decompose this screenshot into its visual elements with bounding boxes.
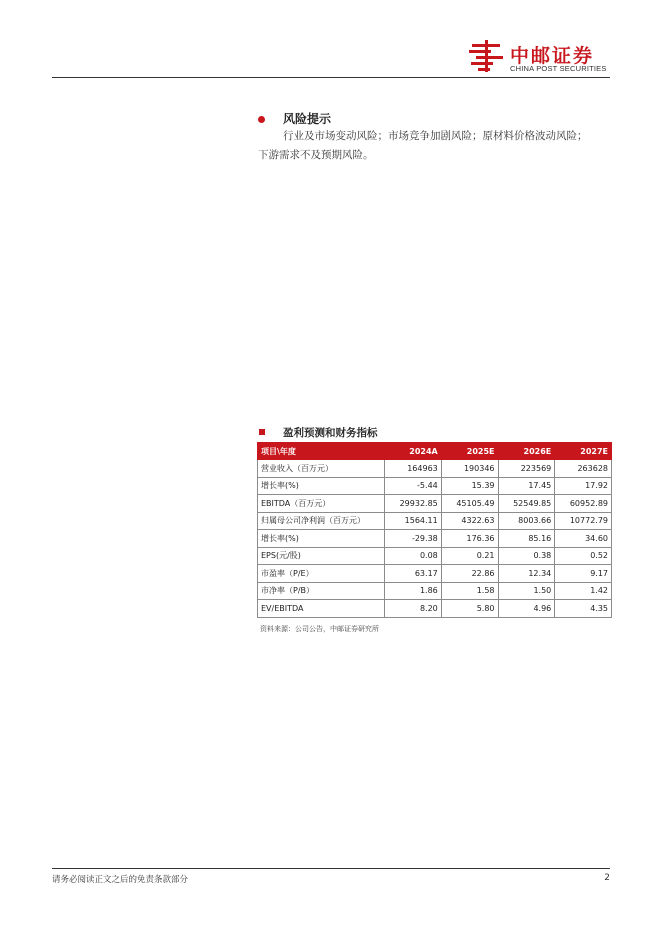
table-cell: 9.17 <box>555 565 612 583</box>
table-cell: 0.52 <box>555 547 612 565</box>
table-cell: 0.08 <box>385 547 442 565</box>
financial-forecast-table <box>257 442 612 618</box>
table-cell: 1.50 <box>498 582 555 600</box>
table-header-row <box>258 443 612 460</box>
table-row <box>258 600 612 618</box>
row-label: 营业收入（百万元） <box>258 460 385 478</box>
row-label: 市盈率（P/E） <box>258 565 385 583</box>
table-row <box>258 582 612 600</box>
table-cell: 1.58 <box>441 582 498 600</box>
table-cell: 12.34 <box>498 565 555 583</box>
table-cell: 1.86 <box>385 582 442 600</box>
row-label: 增长率(%) <box>258 477 385 495</box>
table-cell: 4322.63 <box>441 512 498 530</box>
footer-divider <box>52 868 610 869</box>
table-bullet-icon <box>259 429 265 435</box>
header-year: 2025E <box>441 443 498 460</box>
table-cell: 22.86 <box>441 565 498 583</box>
header-label: 项目\年度 <box>258 443 385 460</box>
china-post-logo-icon <box>468 38 504 74</box>
table-cell: 8.20 <box>385 600 442 618</box>
table-row <box>258 477 612 495</box>
header-year: 2026E <box>498 443 555 460</box>
table-cell: 223569 <box>498 460 555 478</box>
risk-text-line-2: 下游需求不及预期风险。 <box>258 149 374 161</box>
financial-table-title: 盈利预测和财务指标 <box>283 427 378 439</box>
table-cell: 164963 <box>385 460 442 478</box>
table-cell: 0.38 <box>498 547 555 565</box>
table-cell: 85.16 <box>498 530 555 548</box>
table-cell: 8003.66 <box>498 512 555 530</box>
table-cell: 17.92 <box>555 477 612 495</box>
risk-bullet-icon <box>258 116 265 123</box>
risk-section-title: 风险提示 <box>283 112 332 126</box>
table-cell: 60952.89 <box>555 495 612 513</box>
table-cell: 1.42 <box>555 582 612 600</box>
table-row <box>258 547 612 565</box>
row-label: EV/EBITDA <box>258 600 385 618</box>
header-divider <box>52 77 610 78</box>
row-label: EBITDA（百万元） <box>258 495 385 513</box>
table-cell: 45105.49 <box>441 495 498 513</box>
row-label: 市净率（P/B） <box>258 582 385 600</box>
footer-disclaimer: 请务必阅读正文之后的免责条款部分 <box>52 875 189 885</box>
table-cell: 1564.11 <box>385 512 442 530</box>
table-cell: -29.38 <box>385 530 442 548</box>
table-row <box>258 495 612 513</box>
table-cell: -5.44 <box>385 477 442 495</box>
logo-english-name: CHINA POST SECURITIES <box>510 64 607 73</box>
table-cell: 4.35 <box>555 600 612 618</box>
table-row <box>258 565 612 583</box>
logo-chinese-name: 中邮证券 <box>510 45 595 67</box>
table-cell: 52549.85 <box>498 495 555 513</box>
table-cell: 263628 <box>555 460 612 478</box>
table-cell: 29932.85 <box>385 495 442 513</box>
header-year: 2027E <box>555 443 612 460</box>
table-cell: 5.80 <box>441 600 498 618</box>
row-label: 增长率(%) <box>258 530 385 548</box>
page-number: 2 <box>604 873 610 883</box>
table-cell: 15.39 <box>441 477 498 495</box>
risk-text-line-1: 行业及市场变动风险；市场竞争加剧风险；原材料价格波动风险； <box>283 130 588 142</box>
table-cell: 176.36 <box>441 530 498 548</box>
table-cell: 190346 <box>441 460 498 478</box>
row-label: EPS(元/股) <box>258 547 385 565</box>
table-source-note: 资料来源：公司公告，中邮证券研究所 <box>260 625 379 633</box>
table-cell: 10772.79 <box>555 512 612 530</box>
table-row <box>258 512 612 530</box>
company-logo <box>468 38 618 76</box>
header-year: 2024A <box>385 443 442 460</box>
table-cell: 34.60 <box>555 530 612 548</box>
table-row <box>258 530 612 548</box>
table-cell: 4.96 <box>498 600 555 618</box>
table-cell: 0.21 <box>441 547 498 565</box>
table-row <box>258 460 612 478</box>
table-cell: 63.17 <box>385 565 442 583</box>
table-cell: 17.45 <box>498 477 555 495</box>
row-label: 归属母公司净利润（百万元） <box>258 512 385 530</box>
